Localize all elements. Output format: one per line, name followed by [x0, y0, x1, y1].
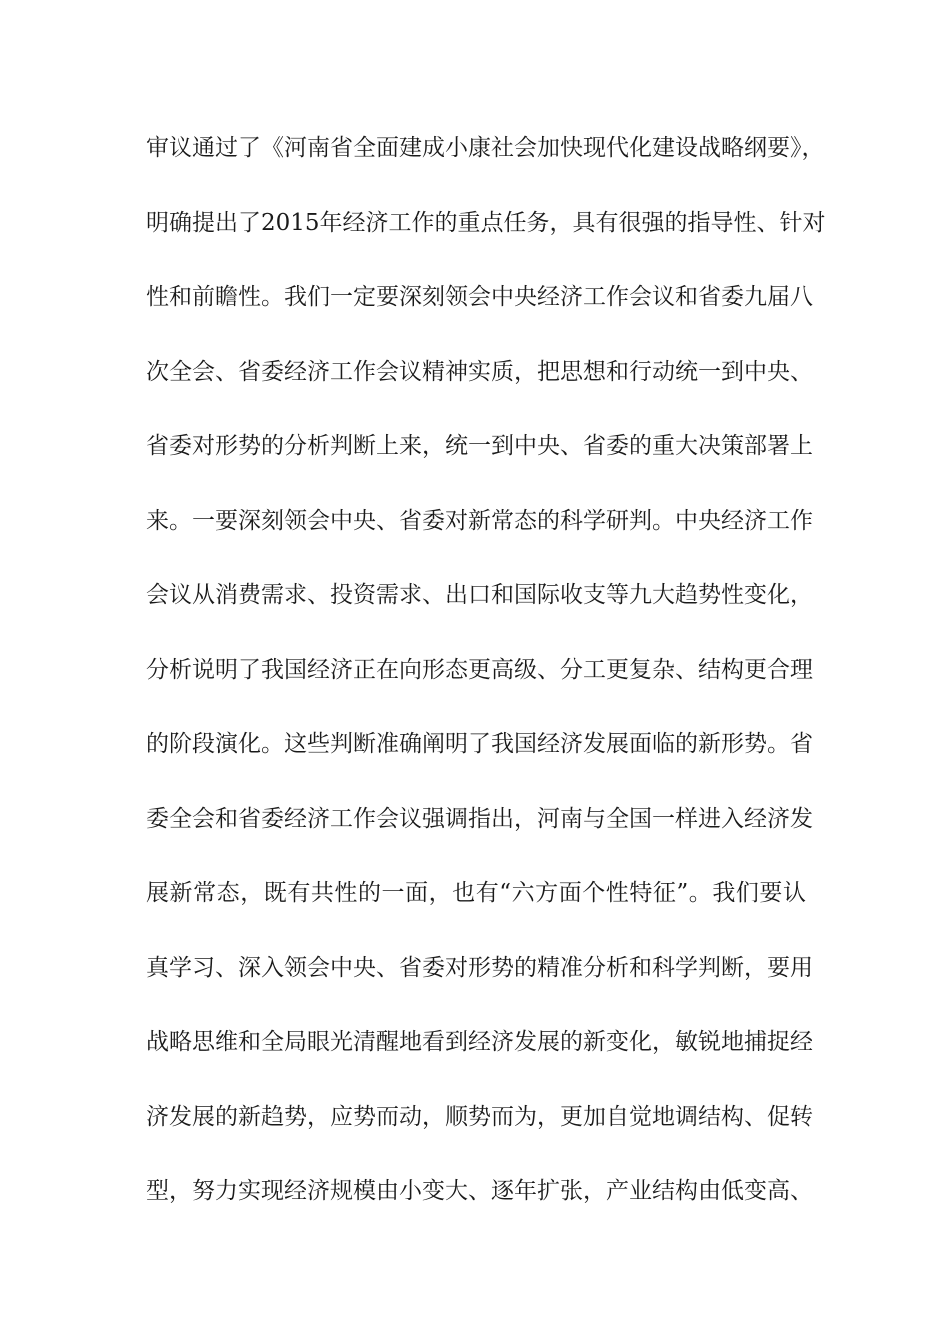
- text-line: 省委对形势的分析判断上来，统一到中央、省委的重大决策部署上: [146, 433, 813, 459]
- text-line: 会议从消费需求、投资需求、出口和国际收支等九大趋势性变化，: [146, 582, 813, 608]
- text-line: 分析说明了我国经济正在向形态更高级、分工更复杂、结构更合理: [146, 656, 813, 683]
- text-line: 来。一要深刻领会中央、省委对新常态的科学研判。中央经济工作: [146, 507, 813, 534]
- text-line: 型，努力实现经济规模由小变大、逐年扩张，产业结构由低变高、: [146, 1178, 813, 1204]
- text-line: 委全会和省委经济工作会议强调指出，河南与全国一样进入经济发: [146, 805, 813, 832]
- text-line: 战略思维和全局眼光清醒地看到经济发展的新变化，敏锐地捕捉经: [146, 1029, 813, 1055]
- text-line: 的阶段演化。这些判断准确阐明了我国经济发展面临的新形势。省: [146, 731, 813, 757]
- text-line: 济发展的新趋势，应势而动，顺势而为，更加自觉地调结构、促转: [146, 1103, 813, 1130]
- text-line: 性和前瞻性。我们一定要深刻领会中央经济工作会议和省委九届八: [146, 284, 813, 310]
- text-line: 次全会、省委经济工作会议精神实质，把思想和行动统一到中央、: [146, 358, 813, 385]
- body-text: [146, 128, 826, 1246]
- text-line: 明确提出了2015年经济工作的重点任务，具有很强的指导性、针对: [146, 209, 826, 236]
- text-line: 展新常态，既有共性的一面，也有“六方面个性特征”。我们要认: [146, 880, 806, 906]
- text-line: 真学习、深入领会中央、省委对形势的精准分析和科学判断，要用: [146, 954, 813, 981]
- text-line: 审议通过了《河南省全面建成小康社会加快现代化建设战略纲要》，: [146, 135, 825, 161]
